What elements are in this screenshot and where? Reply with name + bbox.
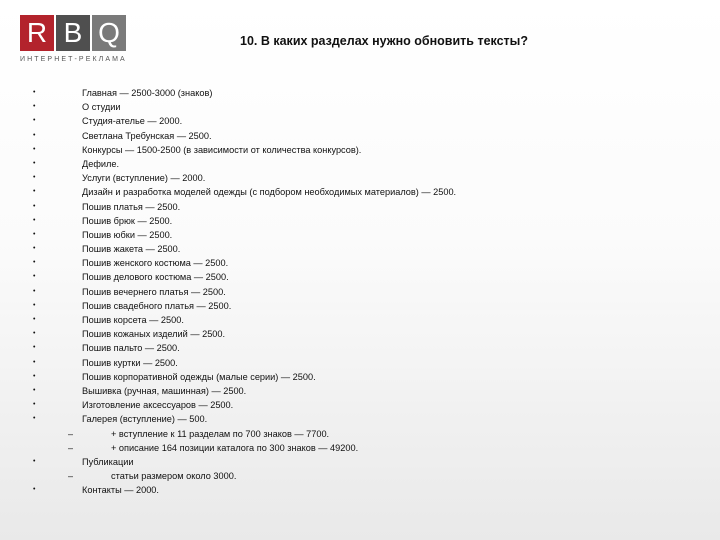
list-item-text: Пошив пальто — 2500. (82, 343, 180, 354)
list-item (0, 185, 720, 199)
bullet-marker: • (33, 330, 36, 338)
bullet-marker: • (33, 216, 36, 224)
bullet-marker: • (33, 358, 36, 366)
list-item-text: Пошив брюк — 2500. (82, 215, 173, 226)
sub-list-item (0, 441, 720, 455)
list-item (0, 114, 720, 128)
list-item-text: Пошив женского костюма — 2500. (82, 258, 229, 269)
bullet-marker: • (33, 174, 36, 182)
sections-list (0, 86, 720, 497)
bullet-marker: • (33, 287, 36, 295)
logo-letters (20, 15, 128, 51)
list-item-text: Пошив куртки — 2500. (82, 357, 178, 368)
bullet-marker: • (33, 117, 36, 125)
list-item (0, 214, 720, 228)
list-item (0, 327, 720, 341)
list-item (0, 313, 720, 327)
bullet-marker: • (33, 316, 36, 323)
list-item (0, 341, 720, 355)
list-item-text: Вышивка (ручная, машинная) — 2500. (82, 385, 247, 396)
list-item (0, 129, 720, 143)
list-item-text: + описание 164 позиции каталога по 300 знаков — 49200. (111, 442, 359, 453)
bullet-marker: • (33, 245, 36, 253)
list-item-text: Пошив платья — 2500. (82, 201, 181, 212)
dash-marker: – (68, 442, 74, 453)
sub-list-item (0, 469, 720, 483)
logo-letter-b: B (56, 15, 90, 51)
bullet-marker: • (33, 131, 36, 139)
dash-marker: – (68, 428, 74, 439)
dash-marker: – (68, 471, 74, 482)
logo-tagline: ИНТЕРНЕТ-РЕКЛАМА (20, 56, 127, 63)
list-item (0, 384, 720, 398)
list-item (0, 483, 720, 497)
sub-list-item (0, 427, 720, 441)
bullet-marker: • (33, 159, 36, 167)
list-item (0, 270, 720, 284)
list-item-text: Услуги (вступление) — 2000. (82, 173, 206, 184)
logo-letter-q: Q (92, 15, 126, 51)
list-item-text: Дефиле. (82, 158, 120, 169)
bullet-marker: • (33, 457, 36, 465)
list-item (0, 299, 720, 313)
bullet-marker: • (33, 401, 36, 409)
list-item-text: Пошив жакета — 2500. (82, 244, 181, 255)
list-item (0, 242, 720, 256)
list-item-text: Пошив юбки — 2500. (82, 229, 173, 240)
list-item (0, 455, 720, 469)
list-item (0, 256, 720, 270)
list-item-text: Публикации (82, 456, 134, 467)
list-item (0, 412, 720, 426)
bullet-marker: • (33, 145, 36, 153)
list-item-text: Пошив корсета — 2500. (82, 315, 184, 325)
list-item-text: Пошив делового костюма — 2500. (82, 272, 229, 283)
list-item-text: Главная — 2500-3000 (знаков) (82, 88, 213, 98)
list-item (0, 143, 720, 157)
slide-title: 10. В каких разделах нужно обновить тексты? (240, 34, 528, 48)
rbq-logo (20, 15, 128, 63)
bullet-marker: • (33, 273, 36, 281)
bullet-marker: • (33, 415, 36, 423)
list-item-text: Конкурсы — 1500-2500 (в зависимости от количества конкурсов). (82, 144, 362, 155)
list-item (0, 157, 720, 171)
list-item (0, 86, 720, 100)
bullet-marker: • (33, 202, 36, 210)
list-item-text: Пошив корпоративной одежды (малые серии) — 2500. (82, 371, 316, 382)
bullet-marker: • (33, 301, 36, 309)
list-item (0, 285, 720, 299)
list-item (0, 356, 720, 370)
list-item-text: Изготовление аксессуаров — 2500. (82, 400, 234, 411)
list-item-text: Студия-ателье — 2000. (82, 116, 183, 127)
list-item-text: Светлана Требунская — 2500. (82, 130, 212, 141)
bullet-marker: • (33, 486, 36, 494)
list-item (0, 171, 720, 185)
bullet-marker: • (33, 89, 36, 96)
list-item-text: + вступление к 11 разделам по 700 знаков — 7700. (111, 428, 330, 439)
logo-letter-r: R (20, 15, 54, 51)
list-item-text: Галерея (вступление) — 500. (82, 414, 208, 425)
bullet-marker: • (33, 188, 36, 196)
list-item (0, 370, 720, 384)
bullet-marker: • (33, 344, 36, 352)
bullet-marker: • (33, 372, 36, 380)
list-item (0, 100, 720, 114)
bullet-marker: • (33, 230, 36, 238)
list-item-text: Пошив кожаных изделий — 2500. (82, 329, 226, 340)
list-item-text: О студии (82, 102, 121, 113)
list-item-text: Пошив вечернего платья — 2500. (82, 286, 226, 297)
bullet-marker: • (33, 103, 36, 111)
list-item-text: Пошив свадебного платья — 2500. (82, 300, 232, 311)
bullet-marker: • (33, 386, 36, 394)
list-item (0, 398, 720, 412)
list-item (0, 200, 720, 214)
list-item (0, 228, 720, 242)
list-item-text: статьи размером около 3000. (111, 471, 237, 482)
bullet-marker: • (33, 259, 36, 267)
list-item-text: Дизайн и разработка моделей одежды (с подбором необходимых материалов) — 2500. (82, 187, 457, 198)
list-item-text: Контакты — 2000. (82, 485, 159, 496)
